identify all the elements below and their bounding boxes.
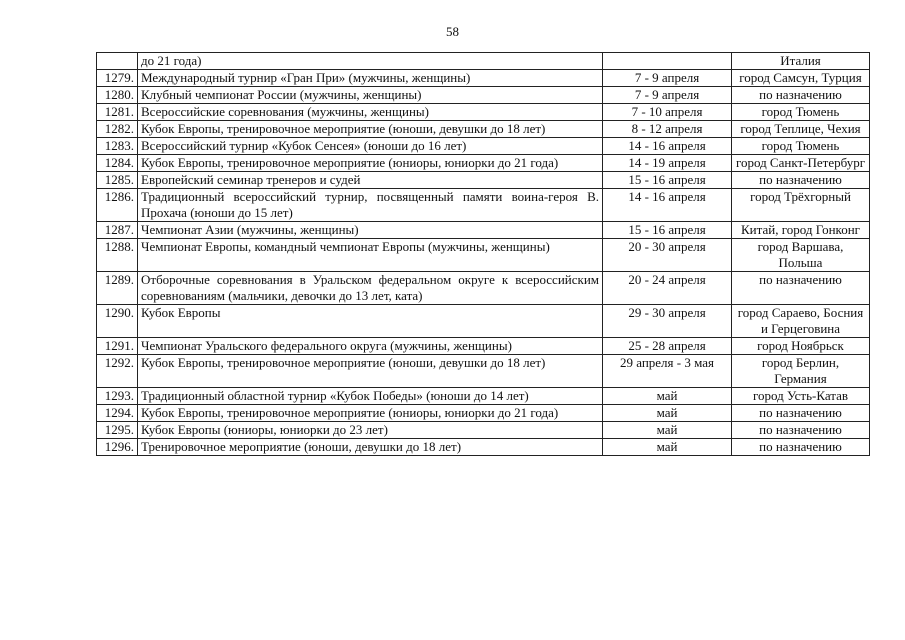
- row-number: 1281.: [97, 104, 138, 121]
- event-dates: 29 апреля - 3 мая: [603, 355, 732, 388]
- event-name: Всероссийский турнир «Кубок Сенсея» (юноши до 16 лет): [138, 138, 603, 155]
- events-table: [96, 52, 870, 456]
- page-number: 58: [446, 24, 459, 39]
- event-dates: 25 - 28 апреля: [603, 338, 732, 355]
- row-number: 1284.: [97, 155, 138, 172]
- event-dates: 15 - 16 апреля: [603, 172, 732, 189]
- event-name: Европейский семинар тренеров и судей: [138, 172, 603, 189]
- row-number: 1280.: [97, 87, 138, 104]
- event-name: Кубок Европы, тренировочное мероприятие (юниоры, юниорки до 21 года): [138, 155, 603, 172]
- table-row: [97, 388, 870, 405]
- row-number: 1283.: [97, 138, 138, 155]
- event-name: Тренировочное мероприятие (юноши, девушки до 18 лет): [138, 439, 603, 456]
- table-row: [97, 138, 870, 155]
- event-place: город Тюмень: [732, 104, 870, 121]
- table-row: [97, 272, 870, 305]
- event-dates: 8 - 12 апреля: [603, 121, 732, 138]
- event-dates: май: [603, 422, 732, 439]
- event-name: до 21 года): [138, 53, 603, 70]
- table-row: [97, 422, 870, 439]
- row-number: 1293.: [97, 388, 138, 405]
- event-place: город Санкт-Петербург: [732, 155, 870, 172]
- table-row: [97, 439, 870, 456]
- event-name: Кубок Европы (юниоры, юниорки до 23 лет): [138, 422, 603, 439]
- table-row: [97, 155, 870, 172]
- event-dates: 14 - 16 апреля: [603, 189, 732, 222]
- event-place: город Тюмень: [732, 138, 870, 155]
- row-number: 1288.: [97, 239, 138, 272]
- table-row: [97, 87, 870, 104]
- row-number: 1291.: [97, 338, 138, 355]
- event-name: Кубок Европы, тренировочное мероприятие (юноши, девушки до 18 лет): [138, 121, 603, 138]
- event-name: Традиционный всероссийский турнир, посвященный памяти воина-героя В. Прохача (юноши до 15 лет): [138, 189, 603, 222]
- event-place: по назначению: [732, 422, 870, 439]
- event-dates: май: [603, 439, 732, 456]
- event-dates: [603, 53, 732, 70]
- row-number: 1290.: [97, 305, 138, 338]
- event-name: Чемпионат Азии (мужчины, женщины): [138, 222, 603, 239]
- table-row: [97, 222, 870, 239]
- event-dates: 20 - 24 апреля: [603, 272, 732, 305]
- event-place: город Ноябрьск: [732, 338, 870, 355]
- event-place: город Усть-Катав: [732, 388, 870, 405]
- row-number: 1286.: [97, 189, 138, 222]
- event-place: город Теплице, Чехия: [732, 121, 870, 138]
- row-number: 1282.: [97, 121, 138, 138]
- event-dates: 7 - 9 апреля: [603, 87, 732, 104]
- event-dates: 14 - 16 апреля: [603, 138, 732, 155]
- event-dates: 7 - 10 апреля: [603, 104, 732, 121]
- event-place: город Сараево, Босния и Герцеговина: [732, 305, 870, 338]
- event-place: город Трёхгорный: [732, 189, 870, 222]
- event-place: город Берлин, Германия: [732, 355, 870, 388]
- event-dates: 14 - 19 апреля: [603, 155, 732, 172]
- row-number: 1289.: [97, 272, 138, 305]
- events-table-body: [97, 53, 870, 456]
- event-place: по назначению: [732, 272, 870, 305]
- row-number: 1287.: [97, 222, 138, 239]
- event-place: по назначению: [732, 87, 870, 104]
- event-place: по назначению: [732, 172, 870, 189]
- event-place: город Самсун, Турция: [732, 70, 870, 87]
- event-name: Чемпионат Уральского федерального округа (мужчины, женщины): [138, 338, 603, 355]
- table-row: [97, 53, 870, 70]
- row-number: 1292.: [97, 355, 138, 388]
- table-row: [97, 104, 870, 121]
- event-name: Кубок Европы: [138, 305, 603, 338]
- event-name: Всероссийские соревнования (мужчины, женщины): [138, 104, 603, 121]
- row-number: 1279.: [97, 70, 138, 87]
- table-row: [97, 305, 870, 338]
- table-row: [97, 70, 870, 87]
- event-place: по назначению: [732, 405, 870, 422]
- event-place: Италия: [732, 53, 870, 70]
- event-place: Китай, город Гонконг: [732, 222, 870, 239]
- table-row: [97, 239, 870, 272]
- table-row: [97, 121, 870, 138]
- event-name: Кубок Европы, тренировочное мероприятие (юниоры, юниорки до 21 года): [138, 405, 603, 422]
- row-number: 1294.: [97, 405, 138, 422]
- event-dates: 15 - 16 апреля: [603, 222, 732, 239]
- event-name: Клубный чемпионат России (мужчины, женщины): [138, 87, 603, 104]
- event-place: по назначению: [732, 439, 870, 456]
- table-row: [97, 172, 870, 189]
- event-name: Кубок Европы, тренировочное мероприятие (юноши, девушки до 18 лет): [138, 355, 603, 388]
- event-dates: май: [603, 405, 732, 422]
- row-number: [97, 53, 138, 70]
- event-dates: 20 - 30 апреля: [603, 239, 732, 272]
- table-row: [97, 338, 870, 355]
- event-name: Традиционный областной турнир «Кубок Победы» (юноши до 14 лет): [138, 388, 603, 405]
- table-row: [97, 405, 870, 422]
- event-dates: 7 - 9 апреля: [603, 70, 732, 87]
- table-row: [97, 355, 870, 388]
- event-place: город Варшава, Польша: [732, 239, 870, 272]
- table-row: [97, 189, 870, 222]
- row-number: 1296.: [97, 439, 138, 456]
- row-number: 1295.: [97, 422, 138, 439]
- event-name: Отборочные соревнования в Уральском федеральном округе к всероссийским соревнованиям (мальчики, девочки до 13 лет, ката): [138, 272, 603, 305]
- event-dates: май: [603, 388, 732, 405]
- event-name: Международный турнир «Гран При» (мужчины, женщины): [138, 70, 603, 87]
- row-number: 1285.: [97, 172, 138, 189]
- event-name: Чемпионат Европы, командный чемпионат Европы (мужчины, женщины): [138, 239, 603, 272]
- event-dates: 29 - 30 апреля: [603, 305, 732, 338]
